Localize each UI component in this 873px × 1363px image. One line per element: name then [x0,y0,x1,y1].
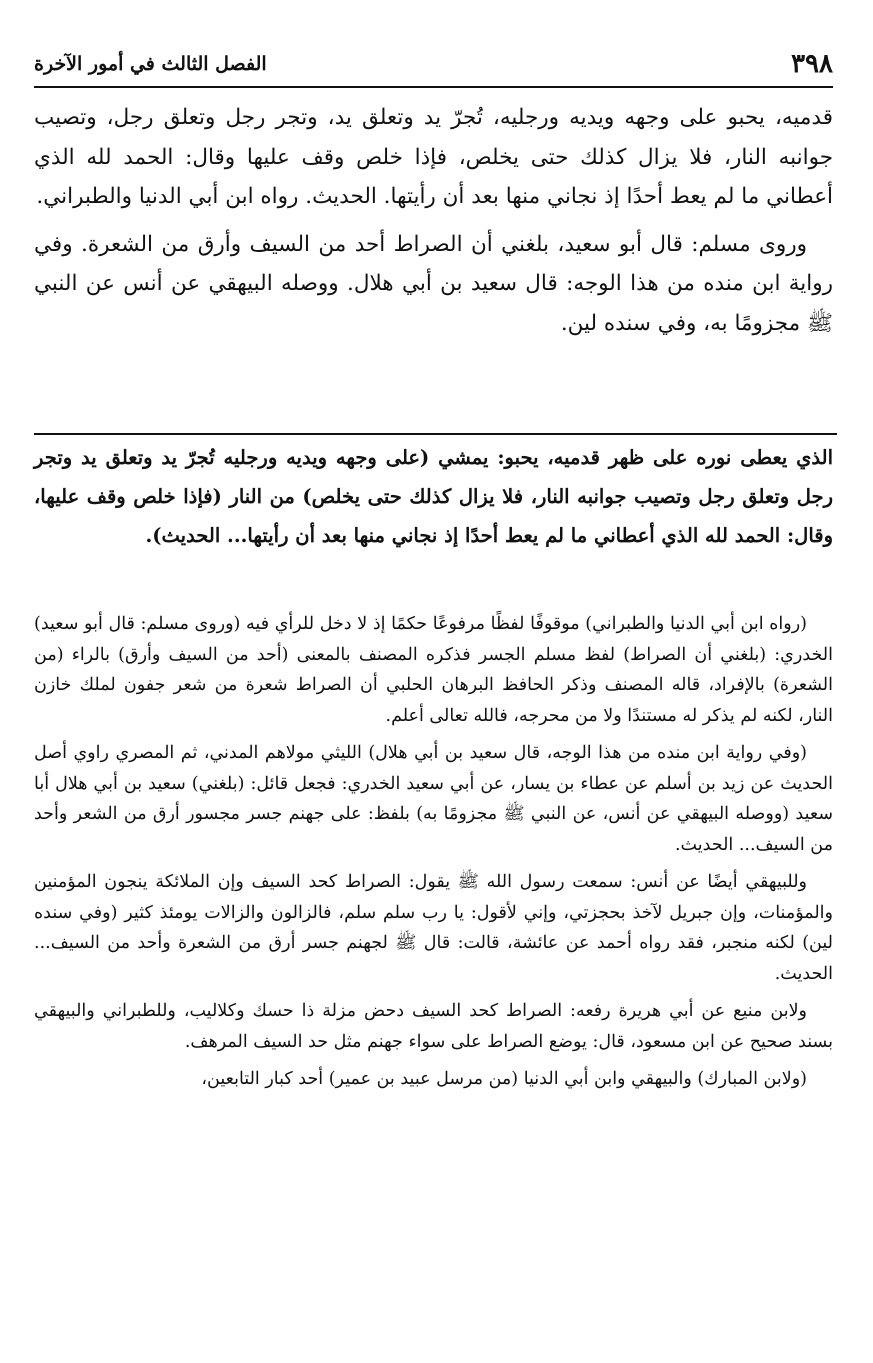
main-paragraph: وروى مسلم: قال أبو سعيد، بلغني أن الصراط أحد من السيف وأرق من الشعرة. وفي رواية ابن منده من هذا الوجه: قال سعيد بن أبي هلال. ووصله البيهقي عن أنس عن النبي ﷺ مجزومًا به، وفي سنده لين. [34,231,833,336]
commentary-paragraph: (رواه ابن أبي الدنيا والطبراني) موقوفًا لفظًا مرفوعًا حكمًا إذ لا دخل للرأي فيه (وروى مسلم: قال أبو سعيد) الخدري: (بلغني أن الصراط) لفظ مسلم الجسر فذكره المصنف بالمعنى (أحد من السيف وأرق) بالراء (من الشعرة) بالإفراد، قاله المصنف وذكر الحافظ البرهان الحلبي أن الصراط شعرة من شعر جفون لملك خازن النار، لكنه لم يذكر له مستندًا ولا من محرجه، فالله تعالى أعلم. [34,614,833,726]
commentary-paragraph: (وفي رواية ابن منده من هذا الوجه، قال سعيد بن أبي هلال) الليثي مولاهم المدني، ثم المصري راوي أصل الحديث عن زيد بن أسلم عن عطاء بن يسار، عن أبي سعيد الخدري: فجعل قائل: (بلغني) سعيد بن أبي هلال أبا سعيد (ووصله البيهقي عن أنس، عن النبي ﷺ مجزومًا به) بلفظ: على جهنم جسر مجسور أرق من الشعر وأحد من السيف... الحديث. [34,743,833,855]
commentary-paragraph: (ولابن المبارك) والبيهقي وابن أبي الدنيا (من مرسل عبيد بن عمير) أحد كبار التابعين، [201,1069,807,1089]
section-divider [34,433,837,435]
commentary-intro-text: الذي يعطى نوره على ظهر قدميه، يحبو: يمشي (على وجهه ويديه ورجليه تُجرّ يد وتعلق يد وتجر رجل وتعلق رجل وتصيب جوانبه النار، فلا يزال كذلك حتى يخلص) من النار (فإذا خلص وقف عليها، وقال: الحمد لله الذي أعطاني ما لم يعط أحدًا إذ نجاني منها بعد أن رأيتها... الحديث). [34,446,833,547]
commentary-paragraph: وللبيهقي أيضًا عن أنس: سمعت رسول الله ﷺ يقول: الصراط كحد السيف وإن الملائكة ينجون المؤمنين والمؤمنات، وإن جبريل لآخذ بحجزتي، وإني لأقول: يا رب سلم سلم، فالزالون والزالات يومئذ كثير (وفي سنده لين) لكنه منجبر، فقد رواه أحمد عن عائشة، قالت: قال ﷺ لجهنم جسر أرق من الشعرة وأحد من السيف... الحديث. [34,872,833,984]
main-paragraph: قدميه، يحبو على وجهه ويديه ورجليه، تُجرّ يد وتعلق يد، وتجر رجل وتعلق رجل، وتصيب جوانبه النار، فلا يزال كذلك حتى يخلص، فإذا خلص وقف عليها وقال: الحمد لله الذي أعطاني ما لم يعط أحدًا إذ نجاني منها بعد أن رأيتها. الحديث. رواه ابن أبي الدنيا والطبراني. [34,105,833,209]
page-number: ٣٩٨ [791,49,833,79]
commentary-intro [34,438,833,555]
chapter-title: الفصل الثالث في أمور الآخرة [34,53,267,75]
page-header [34,40,833,88]
commentary-paragraph: ولابن منيع عن أبي هريرة رفعه: الصراط كحد السيف دحض مزلة ذا حسك وكلاليب، وللطبراني والبيهقي بسند صحيح عن ابن مسعود، قال: يوضع الصراط على سواء جهنم مثل حد السيف المرهف. [34,1001,833,1052]
commentary-body [34,609,833,1102]
main-text [34,98,833,343]
